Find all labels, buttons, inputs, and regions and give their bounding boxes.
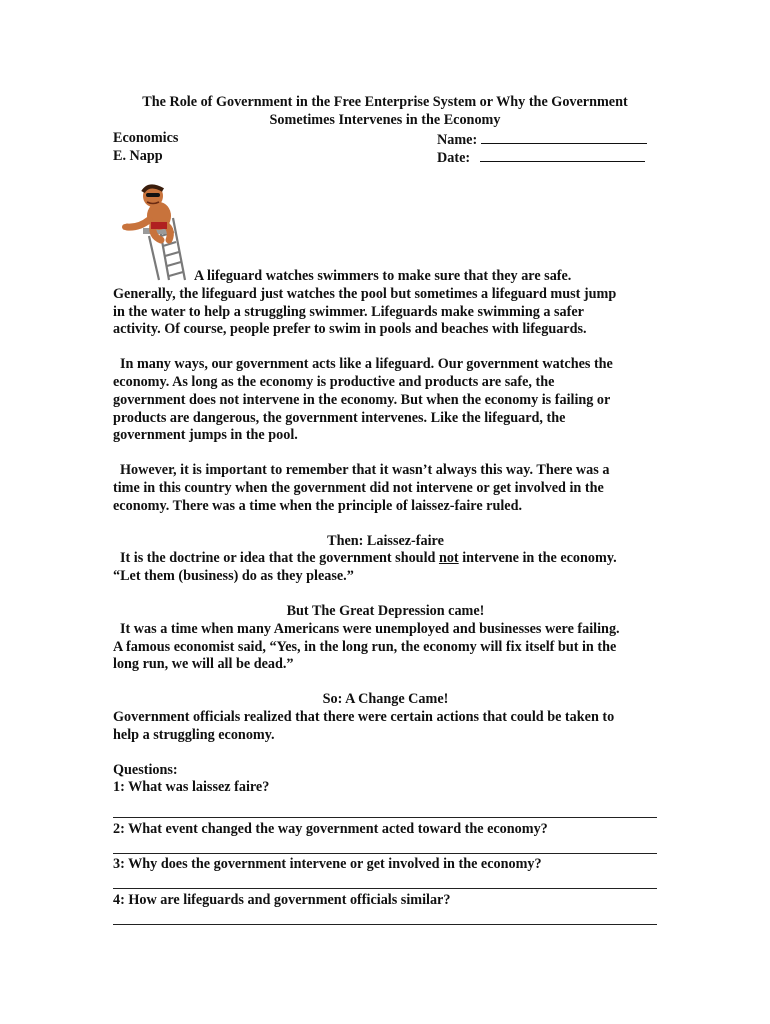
question-1: 1: What was laissez faire? (113, 779, 270, 796)
then-line-1: It is the doctrine or idea that the government should not intervene in the economy. (120, 550, 617, 567)
answer-line-4[interactable] (113, 924, 657, 925)
then-line-2: “Let them (business) do as they please.” (113, 568, 354, 585)
answer-line-3[interactable] (113, 888, 657, 889)
course-name: Economics (113, 130, 179, 146)
depression-line-3: long run, we will all be dead.” (113, 656, 294, 673)
intro-line-3: in the water to help a struggling swimmer. Lifeguards make swimming a safer (113, 303, 584, 320)
para2-line-1: In many ways, our government acts like a lifeguard. Our government watches the (120, 356, 613, 373)
intro-line-4: activity. Of course, people prefer to swim in pools and beaches with lifeguards. (113, 321, 587, 338)
worksheet-title (110, 94, 660, 130)
para3-line-1: However, it is important to remember that it wasn’t always this way. There was a (120, 462, 610, 479)
teacher-name: E. Napp (113, 148, 163, 164)
para3-line-3: economy. There was a time when the principle of laissez-faire ruled. (113, 497, 523, 514)
change-line-1: Government officials realized that there were certain actions that could be taken to (113, 708, 615, 725)
title-line-2: Sometimes Intervenes in the Economy (269, 111, 501, 128)
para2-line-2: economy. As long as the economy is productive and products are safe, the (113, 373, 555, 390)
change-line-2: help a struggling economy. (113, 726, 275, 743)
name-label: Name: (437, 132, 478, 148)
question-4: 4: How are lifeguards and government officials similar? (113, 892, 451, 908)
student-info (437, 130, 647, 166)
para3-line-2: time in this country when the government did not intervene or get involved in the (113, 479, 604, 496)
answer-line-1[interactable] (113, 817, 657, 818)
title-line-1: The Role of Government in the Free Enterprise System or Why the Government (142, 94, 628, 110)
change-heading: So: A Change Came! (322, 691, 449, 708)
para2-line-5: government jumps in the pool. (113, 427, 298, 444)
para2-line-4: products are dangerous, the government intervenes. Like the lifeguard, the (113, 409, 566, 426)
intro-line-2: Generally, the lifeguard just watches the pool but sometimes a lifeguard must jump (113, 285, 617, 302)
worksheet-body (113, 268, 658, 797)
then-heading: Then: Laissez-faire (327, 532, 444, 549)
emphasis-not: not (438, 550, 459, 567)
depression-line-2: A famous economist said, “Yes, in the long run, the economy will fix itself but in the (113, 638, 617, 655)
answer-line-2[interactable] (113, 853, 657, 854)
question-2-block (113, 821, 658, 839)
question-3: 3: Why does the government intervene or get involved in the economy? (113, 856, 542, 872)
para2-line-3: government does not intervene in the economy. But when the economy is failing or (113, 391, 611, 408)
question-2: 2: What event changed the way government acted toward the economy? (113, 821, 548, 837)
date-blank[interactable] (480, 148, 645, 162)
question-4-block (113, 892, 658, 910)
depression-line-1: It was a time when many Americans were unemployed and businesses were failing. (120, 620, 620, 637)
course-info (113, 130, 178, 166)
intro-line-1: A lifeguard watches swimmers to make sure that they are safe. (194, 268, 572, 284)
name-blank[interactable] (481, 130, 647, 144)
question-3-block (113, 856, 658, 874)
depression-heading: But The Great Depression came! (286, 602, 485, 619)
questions-heading: Questions: (113, 761, 178, 778)
date-label: Date: (437, 150, 471, 166)
